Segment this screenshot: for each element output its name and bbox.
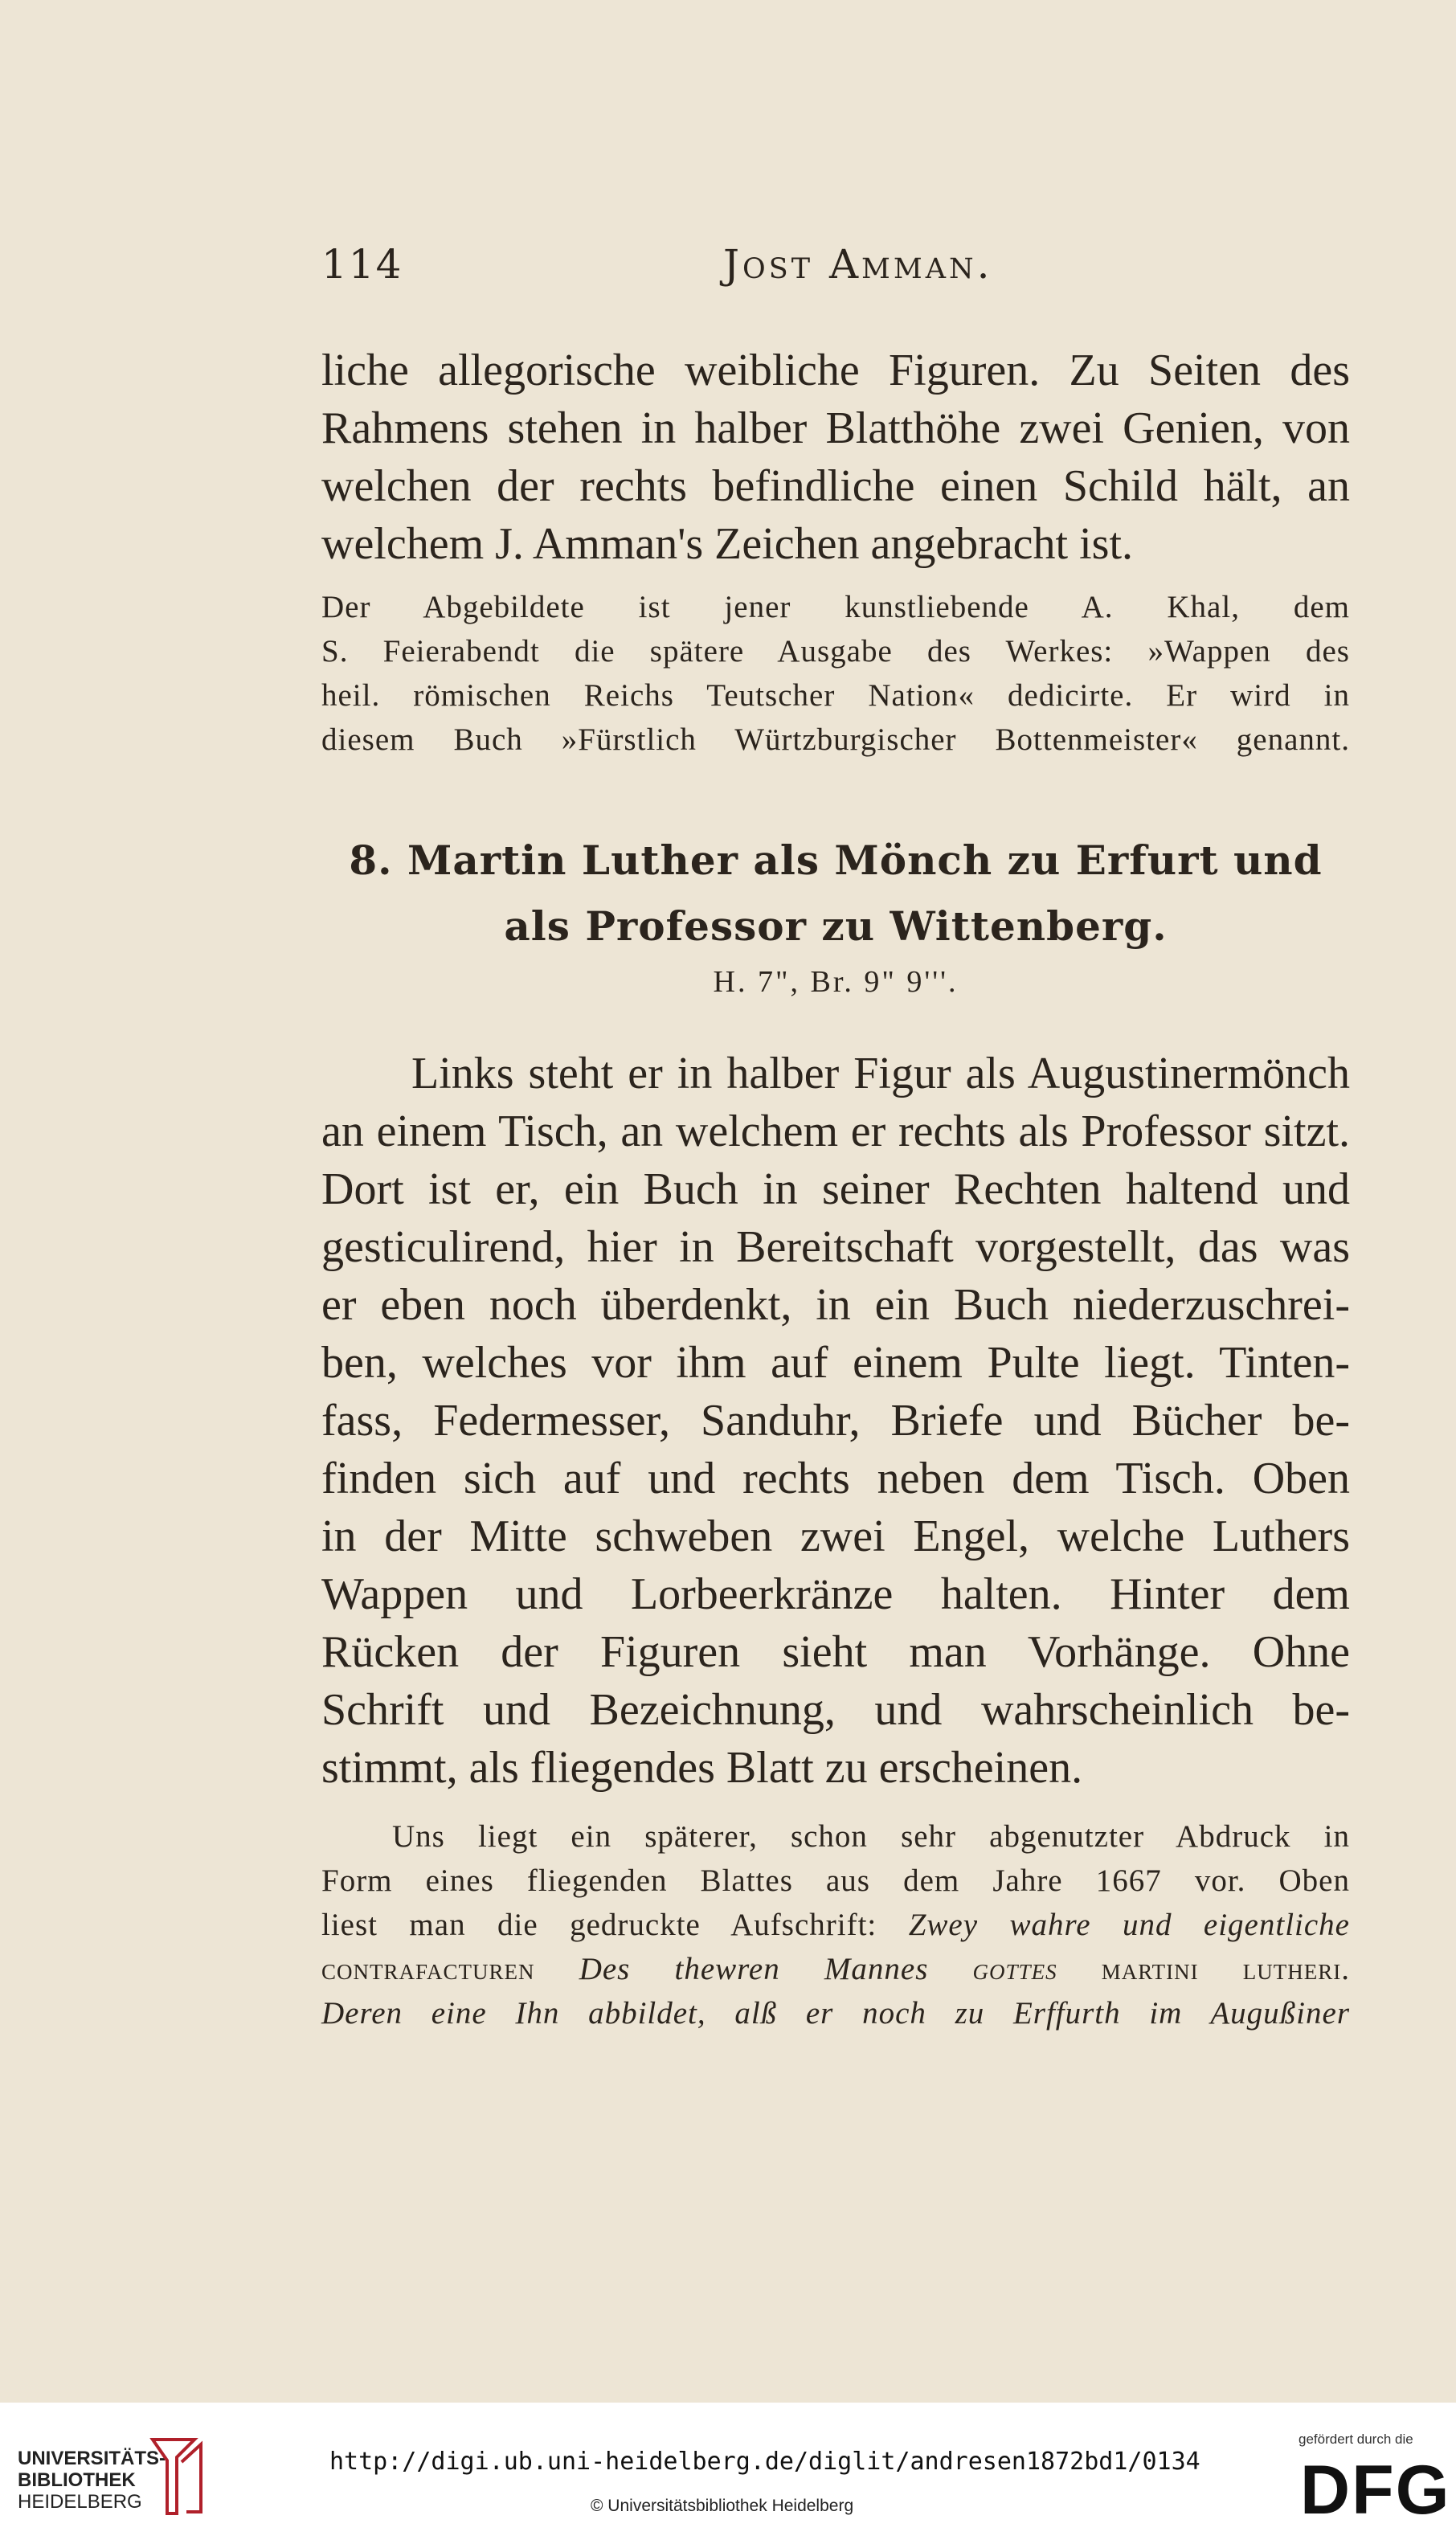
note-italic-segment: Des thewren Mannes [579, 1952, 929, 1986]
text-line: welchen der rechts befindliche einen Schild hält, an [321, 461, 1350, 511]
text-line: in der Mitte schweben zwei Engel, welche Luthers [321, 1511, 1350, 1561]
copyright-notice: © Universitätsbibliothek Heidelberg [591, 2497, 854, 2515]
note-line [321, 1947, 1350, 1991]
text-line: finden sich auf und rechts neben dem Tisch. Oben [321, 1454, 1350, 1503]
viewer-footer [0, 2403, 1456, 2540]
note-line: Der Abgebildete ist jener kunstliebende A. Khal, dem [321, 590, 1350, 624]
running-head: Jost Amman. [723, 241, 993, 288]
text-line: fass, Federmesser, Sanduhr, Briefe und Bücher be- [321, 1396, 1350, 1446]
note-line: heil. römischen Reichs Teutscher Nation« dedicirte. Er wird in [321, 678, 1350, 713]
note-line: S. Feierabendt die spätere Ausgabe des Werkes: »Wappen des [321, 634, 1350, 669]
text-line: Wappen und Lorbeerkränze halten. Hinter dem [321, 1569, 1350, 1619]
note-line: diesem Buch »Fürstlich Würtzburgischer Bottenmeister« genannt. [321, 722, 1350, 757]
text-line: Dort ist er, ein Buch in seiner Rechten haltend und [321, 1164, 1350, 1214]
library-name-line: HEIDELBERG [18, 2491, 142, 2513]
library-name-line: UNIVERSITÄTS- [18, 2448, 166, 2469]
footnote-abdruck [321, 1814, 1350, 2035]
dfg-logo[interactable]: DFG [1300, 2452, 1451, 2529]
text-line: ben, welches vor ihm auf einem Pulte liegt. Tinten- [321, 1338, 1350, 1388]
note-italic-segment: Zwey wahre und eigentliche [908, 1908, 1350, 1942]
text-line: er eben noch überdenkt, in ein Buch niederzuschrei- [321, 1280, 1350, 1330]
heading-line: als Professor zu Wittenberg. [504, 902, 1168, 950]
dimensions-note: H. 7", Br. 9" 9'''. [713, 965, 959, 999]
note-smallcaps-segment: contrafacturen [321, 1952, 535, 1986]
text-line: an einem Tisch, an welchem er rechts als Professor sitzt. [321, 1106, 1350, 1156]
note-line: Deren eine Ihn abbildet, alß er noch zu Erffurth im Augußiner [321, 1996, 1350, 2031]
page-number: 114 [321, 241, 403, 288]
note-smallcaps-segment: gottes [972, 1952, 1057, 1986]
text-line: Rücken der Figuren sieht man Vorhänge. Ohne [321, 1627, 1350, 1677]
note-segment: liest man die gedruckte Aufschrift: [321, 1908, 877, 1942]
text-line: Schrift und Bezeichnung, und wahrscheinlich be- [321, 1685, 1350, 1735]
text-line: welchem J. Amman's Zeichen angebracht ist. [321, 519, 1133, 569]
funding-caption: gefördert durch die [1299, 2432, 1413, 2447]
text-line: stimmt, als fliegendes Blatt zu erscheinen. [321, 1743, 1083, 1793]
library-name-line: BIBLIOTHEK [18, 2469, 136, 2491]
note-smallcaps-segment: martini lutheri. [1101, 1952, 1351, 1986]
section-heading [321, 828, 1350, 959]
text-line: gesticulirend, hier in Bereitschaft vorgestellt, das was [321, 1222, 1350, 1272]
paragraph-description [321, 1045, 1350, 1797]
paragraph-continued [321, 342, 1350, 573]
text-line: liche allegorische weibliche Figuren. Zu Seiten des [321, 346, 1350, 395]
page-header [321, 241, 1350, 297]
library-logo[interactable] [18, 2448, 166, 2513]
footnote-abgebildete [321, 585, 1350, 762]
library-emblem-icon [145, 2433, 207, 2518]
permalink-url[interactable]: http://digi.ub.uni-heidelberg.de/diglit/andresen1872bd1/0134 [329, 2448, 1200, 2476]
note-line: Form eines fliegenden Blattes aus dem Jahre 1667 vor. Oben [321, 1863, 1350, 1898]
text-line: Links steht er in halber Figur als Augustinermönch [411, 1049, 1350, 1098]
note-line [321, 1903, 1350, 1947]
note-line: Uns liegt ein späterer, schon sehr abgenutzter Abdruck in [392, 1819, 1350, 1854]
heading-line: 8. Martin Luther als Mönch zu Erfurt und [349, 836, 1323, 884]
text-line: Rahmens stehen in halber Blatthöhe zwei Genien, von [321, 403, 1350, 453]
